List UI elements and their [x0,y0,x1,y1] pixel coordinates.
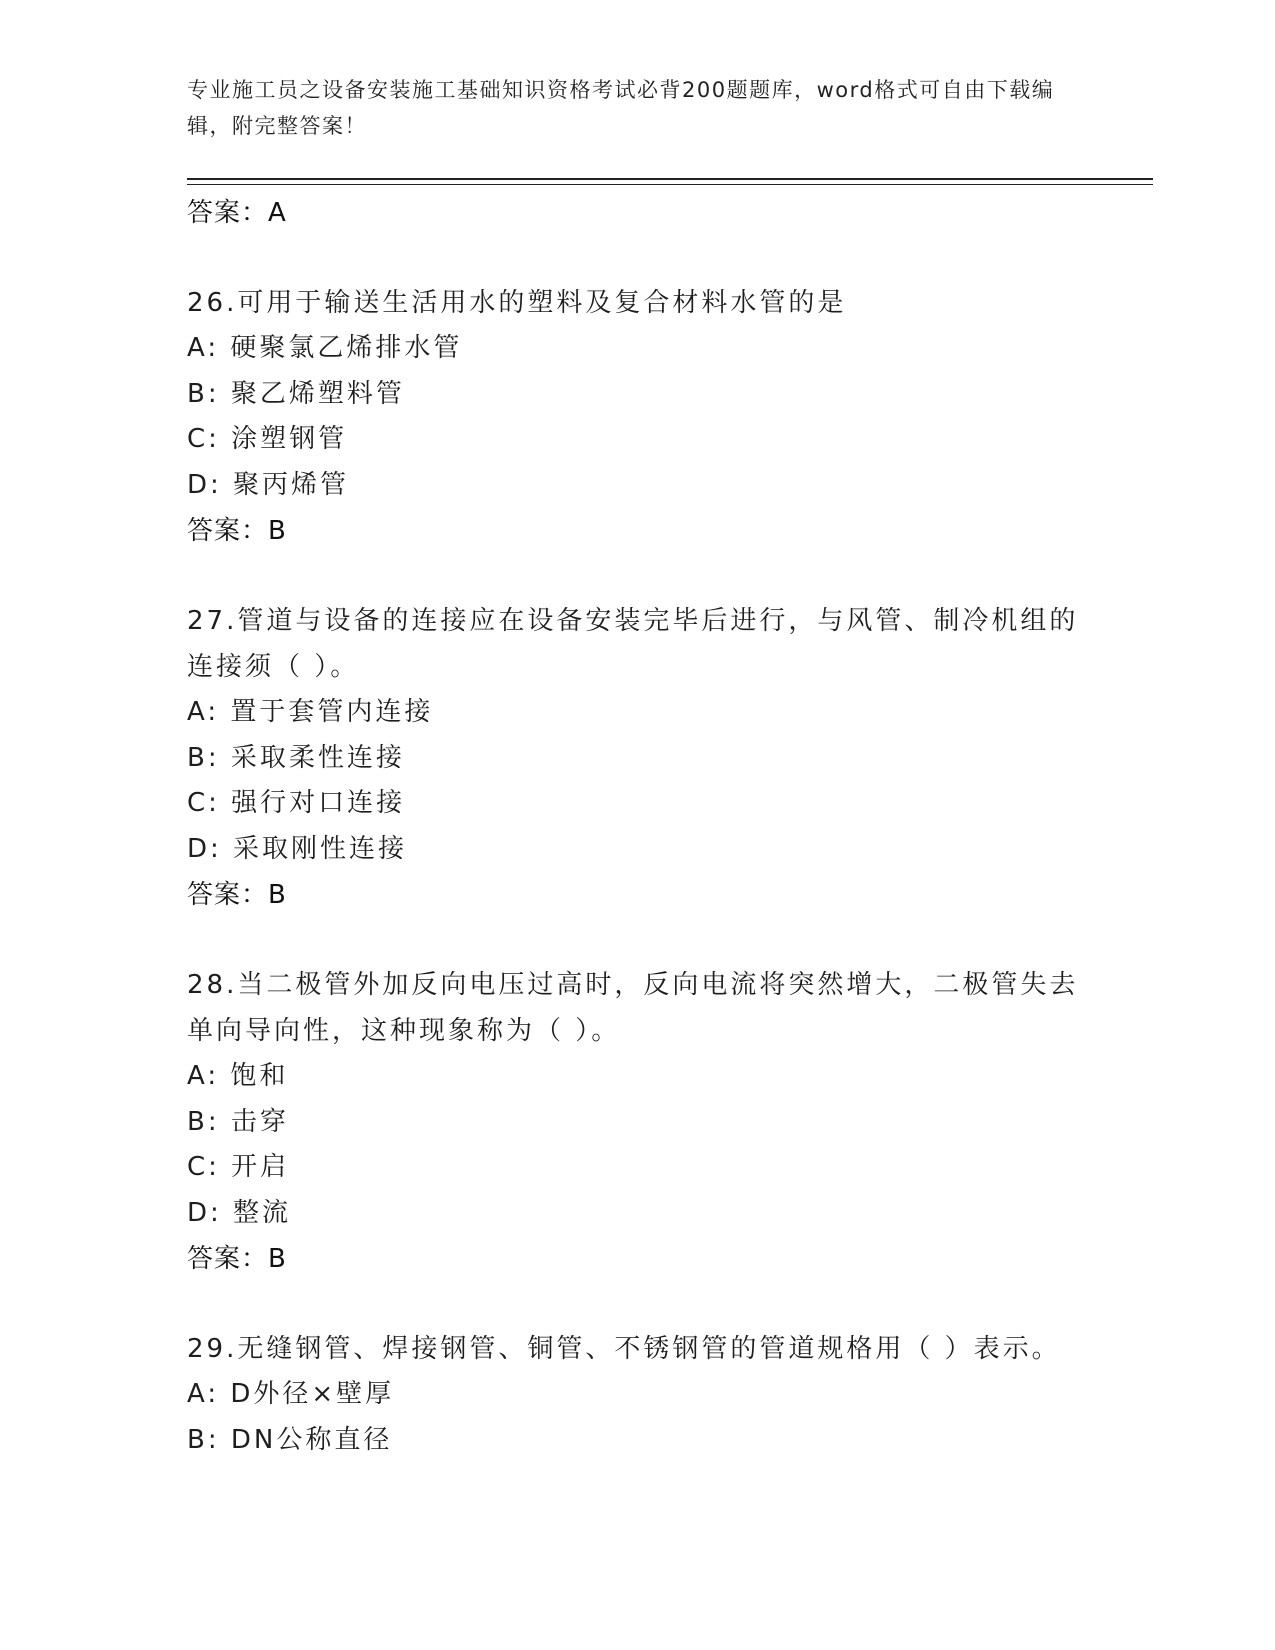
option-c: C: 强行对口连接 [187,788,406,818]
question-item [187,280,1087,554]
option-a: A: 饱和 [187,1061,289,1091]
option-a: A: 硬聚氯乙烯排水管 [187,333,463,363]
question-list [187,190,1087,1463]
question-item [187,1326,1087,1463]
document-header: 专业施工员之设备安装施工基础知识资格考试必背200题题库，word格式可自由下载编辑，附完整答案！ [187,78,1055,138]
question-text: 26.可用于输送生活用水的塑料及复合材料水管的是 [187,288,847,318]
option-c: C: 涂塑钢管 [187,424,348,454]
option-b: B: 击穿 [187,1106,289,1137]
question-text: 29.无缝钢管、焊接钢管、铜管、不锈钢管的管道规格用（ ）表示。 [187,1334,1061,1364]
option-d: D: 采取刚性连接 [187,833,408,864]
answer-line: 答案：A [187,198,287,228]
answer-line: 答案：B [187,880,287,910]
option-b: B: DN公称直径 [187,1424,393,1455]
question-item [187,962,1087,1282]
option-b: B: 采取柔性连接 [187,742,405,773]
question-item [187,598,1087,918]
question-text: 28.当二极管外加反向电压过高时，反向电流将突然增大，二极管失去单向导向性，这种现象称为（ ）。 [187,970,1079,1046]
option-a: A: D外径×壁厚 [187,1379,395,1409]
option-b: B: 聚乙烯塑料管 [187,378,405,409]
option-a: A: 置于套管内连接 [187,697,434,727]
answer-line: 答案：B [187,516,287,546]
option-d: D: 整流 [187,1197,292,1228]
header-rule-thin [187,184,1153,185]
option-c: C: 开启 [187,1152,290,1182]
option-d: D: 聚丙烯管 [187,469,350,500]
question-text: 27.管道与设备的连接应在设备安装完毕后进行，与风管、制冷机组的连接须（ ）。 [187,606,1079,682]
header-rule-thick [187,178,1153,180]
answer-line: 答案：B [187,1244,287,1274]
